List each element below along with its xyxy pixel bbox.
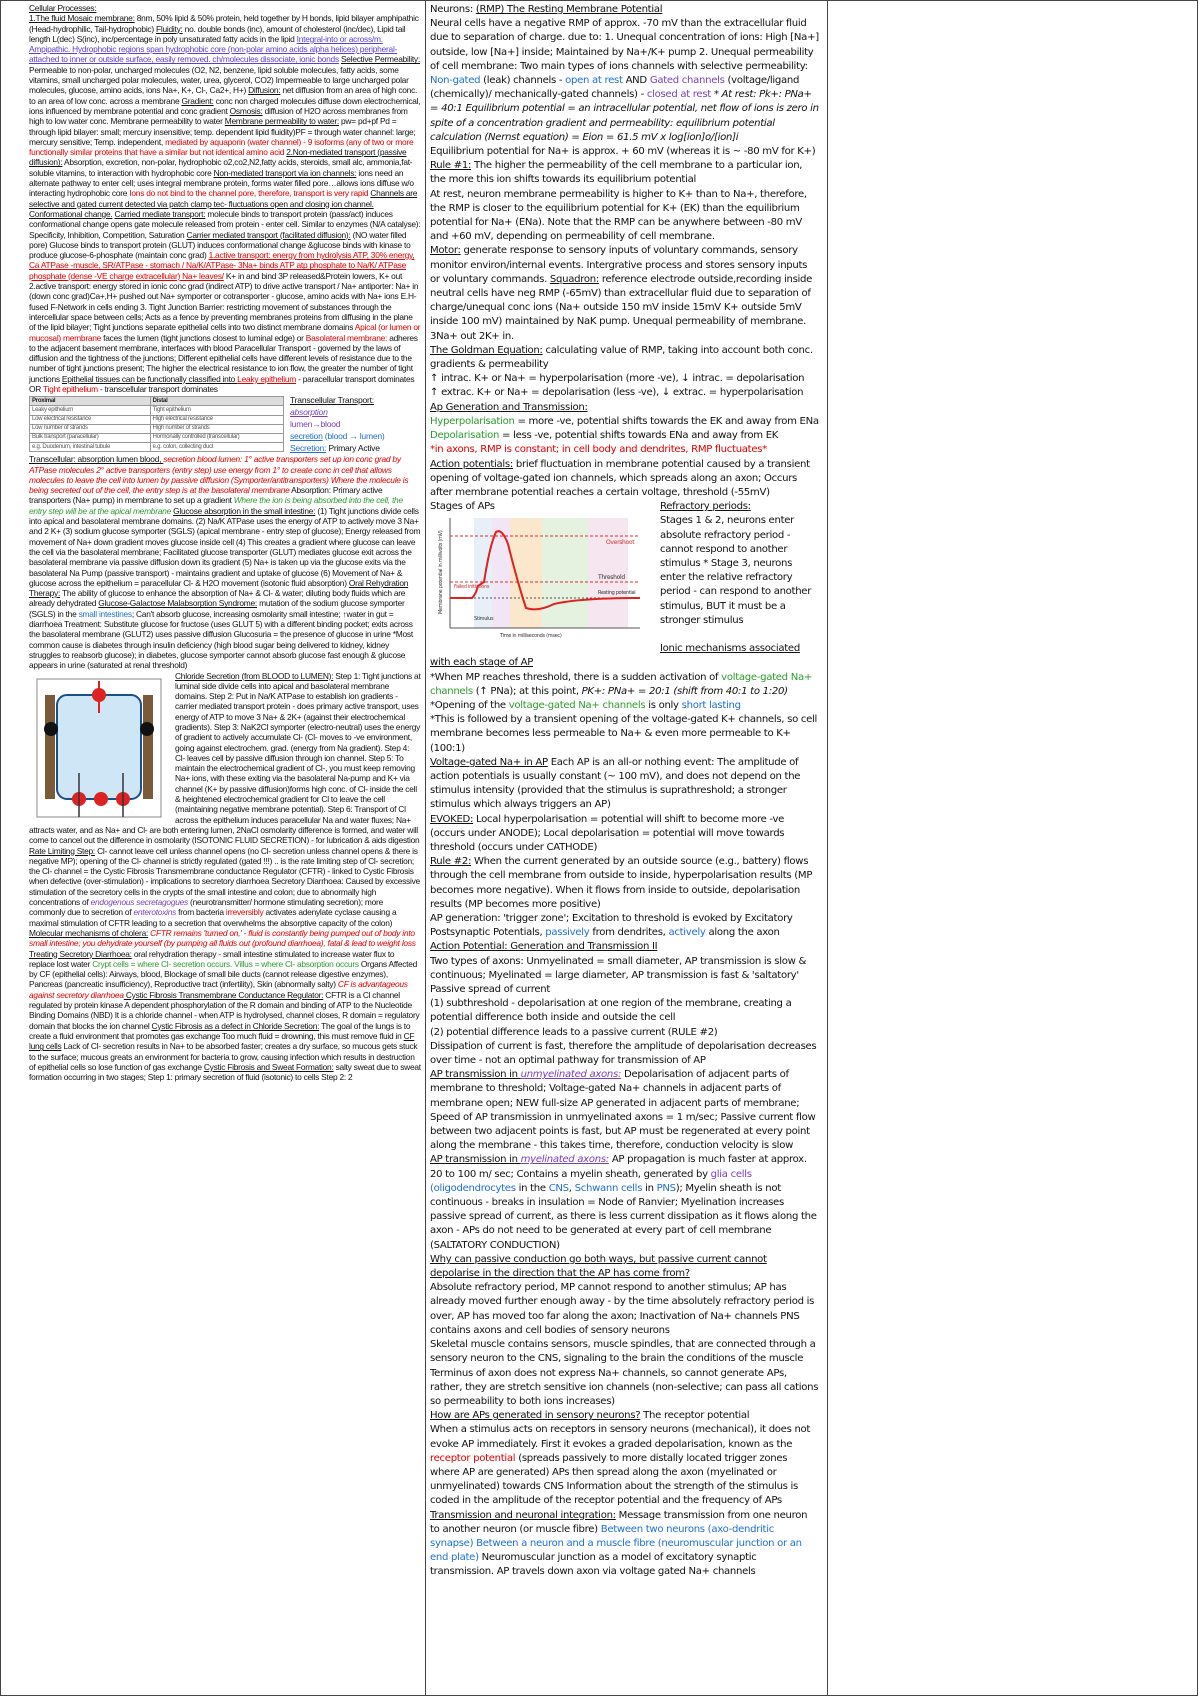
label-sweat: Cystic Fibrosis and Sweat Formation:	[203, 1061, 334, 1072]
why-answer: Absolute refractory period, MP cannot respond to another stimulus; AP has already moved further enough away - by the time absolutely refractory period is over, AP has moved too far along the axon; Inactivation of Na+ channels PNS contains axons and cell bodies of sensory neurons	[430, 1282, 815, 1336]
depolarisation-text: = less -ve, potential shifts towards ENa and away from EK	[499, 430, 779, 442]
table-header-proximal: Proximal	[30, 397, 151, 406]
rule-1-text: The higher the permeability of the cell membrane to a particular ion, the more this ion shifts towards its equilibrium potential	[430, 160, 803, 186]
transcellular-title: Transcellular Transport:	[290, 395, 374, 406]
apical-membrane: Apical (or lumen or mucosal) membrane	[29, 322, 421, 343]
basolateral-membrane: Basolateral membrane:	[305, 332, 388, 343]
neighbour-cell-right	[143, 695, 153, 799]
gated-channels: Gated channels	[649, 75, 725, 87]
text-rate-4: activates adenylate cyclase causing a maximal stimulation of CFTR leading to a secretion that overwhelms the absorptive capacity of the colon)	[29, 907, 397, 928]
extracellular-rule: ↑ extrac. K+ or Na+ = depolarisation (less -ve), ↓ extrac. = hyperpolarisation	[430, 387, 804, 399]
text-fluid-mosaic: 8nm, 50% lipid & 50% protein, held together by H bonds, lipid bilayer amphipathic (Head-hydrophilic, Tail-hydrophobic)	[29, 13, 419, 34]
text-diffusion: net diffusion from an area of high conc. to an area of low conc. across a membrane	[29, 85, 418, 106]
table-cell: e.g. Duodenum, intestinal tubule	[30, 443, 151, 452]
ap-stages-row	[430, 500, 819, 656]
ion-channel-note: Ions do not bind to the channel pore, therefore, transport is very rapid	[129, 188, 369, 199]
text-rate-2: (neurotransmitter/ hormone stimulating secretion); more commonly due to secretion of	[29, 897, 383, 918]
neighbour-cell-left	[45, 695, 55, 799]
label-cftr: Cystic Fibrosis Transmembrane Conductance Regulator:	[123, 989, 324, 1000]
trigger-zone-text: AP generation: 'trigger zone'; Excitation to threshold is evoked by Excitatory Postsynaptic Potentials,	[430, 913, 793, 939]
ratio-shift: (shift from 40:1 to 1:20)	[670, 685, 788, 697]
comma: ,	[568, 1182, 575, 1194]
cholera-note: CFTR remains 'turned on,' - fluid is constantly being pumped out of body into small intestine; you dehydrate yourself (by pumping all fluids out (profound diarrhoea), fatal & lead to weight loss	[29, 927, 416, 949]
heading-cellular: Cellular Processes:	[29, 3, 97, 13]
stage-band-1	[474, 518, 492, 628]
unmyelinated-axons: unmyelinated axons:	[520, 1069, 622, 1081]
actively: actively	[668, 927, 706, 939]
unmyelinated-text: Depolarisation of adjacent parts of membrane to threshold; Voltage-gated Na+ channels in adjacent parts of membrane open; NEW full-size AP generated in adjacent parts of membrane; Speed of AP transmission in unmyelinated axons = 1 m/sec; Passive current flow between two adjacent points is fast, but AP must be regenerated at every point along the membrane - this takes time, therefore, conduction velocity is slow	[430, 1069, 816, 1152]
secretion-label-2: Secretion:	[290, 443, 327, 454]
short-lasting: short lasting	[681, 699, 741, 711]
column-empty	[828, 1, 1197, 1695]
text-paracellular: adheres to the adjacent basement membrane, interfaces with blood Paracellular Transport - governed by the laws of diffusion and the tightness of the junctions; Different epithelial cells have different levels of resistance due to the number of tight junctions present; The higher the electrical resistance to ion flow, the greater the number of tight junctions	[29, 332, 418, 384]
cf-advantage-note: CF is advantageous against secretory diarrhoea	[29, 979, 408, 1000]
text-gradient: conc non charged molecules diffuse down electrochemical, ions influenced by membrane potential and conc gradient	[29, 95, 421, 116]
receptor-potential-heading: The receptor potential	[640, 1410, 750, 1422]
rmp-block	[430, 3, 819, 500]
transmission-text: Message transmission from one neuron to another neuron (or muscle fibre)	[430, 1509, 808, 1535]
myelinated-label: AP transmission in	[430, 1154, 521, 1166]
channels-gated-note: Channels are selective and gated current detected via patch clamp tec- fluctuations open and closing ion channel. Conformational change.	[29, 188, 418, 219]
motor-text: generate response to sensory inputs of voluntary commands, sensory monitor environ/internal events. Intergrative process and stores sensory inputs or voluntary commands.	[430, 245, 808, 285]
label-epithelial: Epithelial tissues can be functionally classified into	[61, 373, 238, 384]
text-tight-junction: K+ in and bind 3P released&Protein lowers, K+ out 2.active transport: energy stored in ionic conc grad (indirect ATP) to drive active transport / Na+ antiporter: Na+ in (down conc grad)Ca+,H+ pushed out Na+ symporter or cotransporter - glucose, amino acids with Na+ ions E.H-fused F-Network in cells ending 3. Tight Junction Barrier: restricting movement of substances through the intercellular space between cells; Acts as a fence by preventing membranes proteins from diffusing in the plane of the lipid bilayer; Tight junctions separate epithelial cells into two distinct membrane domains	[29, 270, 419, 333]
ionic-text-1: *When MP reaches threshold, there is a sudden activation of	[430, 671, 722, 683]
cf-lung-cells: CF lung cells	[29, 1030, 415, 1052]
open-at-rest: open at rest	[565, 75, 623, 87]
threshold-label: Threshold	[598, 574, 625, 582]
irreversibly: irreversibly	[225, 907, 264, 918]
text-facilitated: (NO water filled pore)	[29, 229, 407, 250]
enterotoxins: enterotoxins	[133, 907, 177, 918]
ionic-label: Ionic mechanisms associated	[660, 643, 800, 655]
label-selective-permeability: Selective Permeability:	[340, 54, 420, 65]
table-cell: High number of strands	[150, 424, 283, 433]
rmp-text-5: At rest, neuron membrane permeability is higher to K+ than to Na+, therefore, the RMP is closer to the equilibrium potential for K+ (EK) than the equilibrium potential for Na+ (ENa). Note that the RMP can be anywhere between -80 mV and +60 mV, depending on permeability of cell membrane.	[430, 188, 807, 243]
cns: CNS	[548, 1182, 569, 1194]
active-transport-note: 1.active transport: energy from hydrolysis ATP, 30% energy, Ca ATPase -muscle, SR/ATPase - stomach / Na/K/ATPase- 3Na+ binds ATP atp phosphate to Na/K/ ATPase phosphate (dense -VE charge extracellular) Na+ leaves/	[29, 250, 415, 281]
neuromuscular: Between a neuron and a muscle fibre (neuromuscular junction or an end plate)	[430, 1537, 802, 1564]
ap-ii-step-2: (2) potential difference leads to a passive current (RULE #2)	[430, 1026, 718, 1038]
text-water-permeability: pw= pd+pf Pd = through lipid bilayer: small; mercury insensitive; temp. dependent lipid fluidity)PF = through water channel: large; mercury sensitive; Temp. independent,	[29, 116, 416, 147]
rule-1-label: Rule #1:	[430, 160, 472, 172]
label-rate-limiting: Rate Limiting Step:	[29, 845, 96, 856]
transcellular-box	[290, 394, 385, 454]
ionic-block	[430, 656, 819, 1579]
vg-na-text: Each AP is an all-or nothing event: The amplitude of action potentials is usually constant (~ 100 mV), and does not depend on the stimulus intensity (provided that the stimulus is suprathreshold; a stronger stimulus which always triggers an AP)	[430, 756, 801, 811]
transcellular-block	[29, 454, 421, 670]
table-cell: Bulk transport (paracellular)	[30, 433, 151, 442]
axo-dendritic: Between two neurons (axo-dendritic synapse)	[430, 1523, 774, 1549]
transmission-text-2: Neuromuscular junction as a model of excitatory synaptic transmission. AP travels down axon via voltage gated Na+ channels	[430, 1552, 757, 1578]
trigger-zone-text-2: from dendrites,	[589, 927, 669, 939]
text-cf-defect: The goal of the lungs is to create a fluid environment that promotes gas exchange Too much fluid = drowning, this must remove fluid in	[29, 1020, 411, 1041]
text-carrier-mediated: molecule binds to transport protein (pass/act) induces conformational change opens gate molecule released from protein - enter cell. Similar to enzymes (N/A catalyse): Specificity, Inhibition, Competition, Saturation	[29, 208, 421, 240]
x-axis-label: Time in milliseconds (msec)	[500, 633, 562, 640]
depolarisation: Depolarisation	[430, 430, 500, 442]
leak-channels: (leak) channels -	[480, 75, 566, 87]
stage-band-4	[542, 518, 588, 628]
vg-na-label: Voltage-gated Na+ in AP	[430, 756, 548, 768]
rmp-text-4: Equilibrium potential = an intracellular potential, net flow of ions is zero in spite of a concentration gradient and permeability: equilibrium potential calculation (Nernst equation) = Eion = 61.5 mV x log[ion]o/[ion]i	[430, 103, 819, 143]
text-rate-3: from bacteria	[176, 907, 226, 918]
text-ort: The ability of glucose to enhance the absorption of Na+ & Cl- & water; diluting body fluids which are already dehydrated	[29, 588, 406, 609]
table-cell: e.g. colon, collecting duct	[150, 443, 283, 452]
absorption-note: Absorption: Primary active transporters (Na+ pump) in membrane to set up a gradient	[29, 485, 383, 506]
rmp-text-3: * At rest:	[710, 89, 760, 101]
table-cell: Low electrical resistance	[30, 415, 151, 424]
motor-label: Motor:	[430, 245, 461, 257]
column-cellular-processes	[1, 1, 425, 1695]
text-cftr: CFTR is a Cl channel regulated by protein kinase A dependent phosphorylation of the R domain and binding of ATP to the Nucleotide Binding Domains (NBD) It is a chloride channel - when ATP is hydrolysed, channel closes, R domain = regulatory domain that blocks the ion channel	[29, 989, 420, 1031]
squadron-label: Squadron:	[549, 273, 599, 285]
action-potentials-label: Action potentials:	[430, 458, 513, 470]
ionic-text-2: (↑ PNa); at this point,	[472, 685, 582, 697]
vg-na-channels-2: voltage-gated Na+ channels	[508, 699, 646, 711]
rule-2-text: When the current generated by an outside source (e.g., battery) flows through the cell membrane from outside to inside, hyperpolarisation results (MP becomes more negative). When it flows from inside to outside, depolarisation results (MP becomes more positive)	[430, 856, 813, 910]
goldman-text: calculating value of RMP, taking into account both conc. gradients & permeability	[430, 344, 813, 371]
lumen-blood: lumen→blood	[290, 419, 341, 430]
how-text-2: (spreads passively to more distally located trigger zones where AP are generated) APs then spread along the axon (myelinated or unmyelinated) towards CNS Information about the strength of the stimulus is coded in the amplitude of the receptor potential and the frequency of APs	[430, 1452, 799, 1507]
label-fluidity: Fluidity:	[156, 23, 183, 34]
epithelium-table-row	[29, 394, 421, 454]
how-question: How are APs generated in sensory neurons?	[430, 1410, 641, 1422]
goldman-label: The Goldman Equation:	[430, 344, 543, 356]
table-cell: Low number of strands	[30, 424, 151, 433]
resting-label: Resting potential	[598, 590, 636, 597]
non-gated: Non-gated	[430, 75, 481, 87]
chloride-secretion-diagram	[29, 673, 169, 823]
label-glucose-absorption: Glucose absorption in the small intestine:	[173, 505, 316, 516]
evoked-label: EVOKED:	[430, 813, 474, 825]
text-selective-permeability: Permeable to non-polar, uncharged molecules (O2, N2, benzene, lipid soluble molecules, fatty acids, some vitamins, small uncharged polar molecules, water, urea, glycerol, CO2) Impermeable to large uncharged polar molecules, glucose, amino acids, ions Na+, K+, Cl-, Ca2+, H+)	[29, 64, 409, 96]
how-text-1: When a stimulus acts on receptors in sensory neurons (mechanical), it does not evoke AP immediately. First it evokes a graded depolarisation, known as the	[430, 1424, 811, 1450]
label-ort: Oral Rehydration Therapy:	[29, 577, 409, 599]
neurons-prefix: Neurons:	[430, 4, 476, 15]
ap-ii-label: Action Potential: Generation and Transmission II	[430, 941, 658, 953]
skeletal-muscle-text: Skeletal muscle contains sensors, muscle spindles, that are connected through a sensory neuron to the CNS, signaling to the brain the conditions of the muscle Terminus of axon does not express Na+ channels, so cannot generate APs, rather, they are stretch sensitive ion channels (non-selective; can pass all cations so permeability to both ions increases)	[430, 1339, 819, 1407]
pns: PNS	[656, 1182, 676, 1194]
ionic-text-3: *Opening of the	[430, 699, 509, 711]
table-cell: Leaky epithelium	[30, 406, 151, 415]
text-chloride-secretion: Step 1: Tight junctions at luminal side divide cells into apical and basolateral membrane domains. Step 2: Put in Na/K ATPase to establish ion gradients - carrier mediated transport protein - does primary active transport, uses energy of ATP to move 3 Na+ & 2K+ (against their electrochemical gradients). Step 3: NaK2Cl symporter (electro-neutral) uses the energy of gradient to actively accumulate Cl- (Cl- moves to -ve environment, going against electrochem. grad. (energy from Na gradient). Step 4: Cl- leaves cell by passive diffusion through ion channel. Step 5: To maintain the electrochemical gradient of Cl-, you must keep removing Na+ ions, with these exiting via the basolateral Na-pump and K+ via channel (K+ by passive diffusion)forms high conc. of Cl- inside the cell & heightened electrochemical gradient for Cl to leave the cell (maintaining negative membrane potential). Step 6: Transport of Cl across the epithelium induces paracellular Na and water fluxes; Na+ attracts water, and as Na+ and Cl- are both entering lumen, 2NaCl osmolarity difference is formed, and water will come to cancel out the difference in osmolarity (ISOTONIC FLUID SECRETION) - for lubrication & aids digestion	[29, 670, 421, 846]
transcellular-absorption: Transcellular: absorption lumen blood,	[29, 454, 164, 465]
intro-block	[29, 3, 421, 394]
label-non-mediated: 2.Non-mediated transport (passive diffusion):	[29, 147, 407, 168]
myelinated-text-2: ); Myelin sheath is not continuous - breaks in insulation = Node of Ranvier; Myelination increases passive spread of current, as there is less current dissipation as it flows along the axon - APs do not need to be generated at every part of cell membrane (SALTATORY CONDUCTION)	[430, 1182, 817, 1251]
stimulus-label: Stimulus	[474, 616, 494, 623]
ap-ii-dissipation: Dissipation of current is fast, therefore the amplitude of depolarisation decreases over time - not an optimal pathway for transmission of AP	[430, 1040, 817, 1067]
receptor-potential: receptor potential	[430, 1452, 516, 1464]
label-gradient: Gradient:	[181, 95, 214, 106]
primary-active: Primary Active	[326, 443, 380, 454]
ap-generation-label: Ap Generation and Transmission:	[430, 401, 588, 413]
unmyelinated-label: AP transmission in	[430, 1069, 521, 1081]
intracellular-rule: ↑ intrac. K+ or Na+ = hyperpolarisation (more -ve), ↓ intrac. = depolarisation	[430, 373, 805, 385]
refractory-text: Stages 1 & 2, neurons enter absolute refractory period - cannot respond to another stimulus * Stage 3, neurons enter the relative refractory period - can respond to another stimulus, BUT it must be a stronger stimulus	[660, 515, 812, 626]
text-ion-channels: ions need an alternate pathway to enter cell; uses integral membrane protein, forms water filled pore…allows ions diffuse w/o interacting hydrophobic core	[29, 167, 414, 199]
tight-junction-right	[140, 722, 154, 736]
tight-junction-left	[44, 722, 58, 736]
text-non-mediated: Absorption, excretion, non-polar, hydrophobic o2,co2,N2,fatty acids, steroids, small alc, ammonia,fat-soluble vitamins, to interaction with hydrophobic core	[29, 157, 413, 178]
myelinated-text: AP propagation is much faster at approx. 20 to 100 m/ sec; Contains a myelin sheath, generated by	[430, 1154, 807, 1180]
ap-stages-figure	[430, 500, 650, 656]
axon-rmp-note: *in axons, RMP is constant; in cell body and dendrites, RMP fluctuates*	[430, 444, 767, 456]
crypt-villus-note: Crypt cells = where Cl- secretion occurs. Villus = where Cl- absorption occurs	[92, 958, 359, 969]
column-neurons	[425, 1, 828, 1695]
rule-2-label: Rule #2:	[430, 856, 472, 868]
ionic-text-4: is only	[645, 699, 682, 711]
label-diffusion: Diffusion:	[248, 85, 281, 96]
hyperpolarisation: Hyperpolarisation	[430, 415, 515, 427]
glia-cells: glia cells	[710, 1168, 752, 1180]
schwann-cells: Schwann cells	[574, 1182, 643, 1194]
label-cf-defect: Cystic Fibrosis as a defect in Chloride Secretion:	[151, 1020, 320, 1031]
refractory-block	[656, 500, 819, 656]
transmission-label: Transmission and neuronal integration:	[430, 1509, 616, 1521]
hyperpolarisation-text: = more -ve, potential shifts towards the EK and away from ENa	[514, 415, 819, 427]
text-treating: oral rehydration therapy - small intestine stimulated to increase water flux to replace lost water	[29, 948, 395, 969]
rmp-text-2: (voltage/ligand (chemically)/ mechanically-gated channels) -	[430, 75, 800, 101]
ionic-text-5: *This is followed by a transient opening of the voltage-gated K+ channels, so cell membrane becomes less permeable to Na+ & even more permeable to K+ (100:1)	[430, 714, 818, 754]
text-organs: Organs Affected by CF (epithelial cells): Airways, blood, Blockage of small bile ducts (cannot release digestive enzymes), Pancreas (pancreatic insufficiency), Reproductive tract (infertility), Skin (abnormally salty)	[29, 958, 418, 990]
text-rate-limiting: Cl- cannot leave cell unless channel opens (no Cl- secretion unless channel opens & there is negative MP); opening of the Cl- channel is strictly regulated (gated !!!) .. is the rate limiting step of Cl- secretion; the Cl- channel = the Cystic Fibrosis Transmembrane conductance Regulator (CFTR) - linked to Cystic Fibrosis when defective (over-stimulation) - implications to secretory diarrhoea Secretory Diarrhoea: Caused by excessive stimulation of the secretory cells in the crypts of the small intestine and colon; due to abnormally high concentrations of	[29, 845, 420, 908]
secretion-label: secretion	[290, 431, 323, 442]
table-header-distal: Distal	[150, 397, 283, 406]
text-lumen: faces the lumen (tight junctions closest to luminal edge) or	[101, 332, 306, 343]
label-chloride-secretion: Chloride Secretion (from BLOOD to LUMEN):	[175, 670, 334, 681]
epithelium-table	[29, 396, 284, 452]
label-ggm: Glucose-Galactose Malabsorption Syndrome:	[98, 598, 258, 609]
closed-at-rest: closed at rest	[646, 89, 711, 101]
in-the: in the	[515, 1182, 549, 1194]
ratio-20-1: PK+: PNa+ = 20:1	[581, 685, 671, 697]
myelinated-axons: myelinated axons:	[520, 1154, 609, 1166]
endogenous-secretagogues: endogenous secretagogues	[90, 897, 188, 908]
text-sweat: salty sweat due to sweat formation occurring in two stages; Step 1: primary secretion of fluid (isotonic) to cells Step 2: 2	[29, 1061, 421, 1083]
equilibrium-na: Equilibrium potential for Na+ is approx. + 60 mV (whereas it is ~ -80 mV for K+)	[430, 146, 816, 158]
integral-proteins-note: Integral-into or across/m. Ampipathic. Hydrophobic regions span hydrophobic core (non-polar amino acids alpha helices) peripheral-attached to inner or outside surface, easily removed. ch/molecules dissociate, ionic bonds	[29, 33, 398, 65]
squadron-text: reference electrode outside,recording inside neutral cells have neg RMP (-65mV) than extracellular fluid due to separation of charge/unequal conc ions (Na+ outside 150 mV inside 15mV K+ outside 5mV inside 100 mV) maintained by NaK pump. Unequal permeability of membrane. 3Na+ out 2K+ in.	[430, 273, 813, 342]
why-question: Why can passive conduction go both ways, but passive current cannot depolarise in the direction that the AP has come from?	[430, 1253, 767, 1280]
label-carrier-mediated: Carried mediate transport:	[114, 208, 206, 219]
table-cell: Hormonally controlled (transcellular)	[150, 433, 283, 442]
text-glut: Glucose binds to transport protein (GLUT) induces conformational change &glucose binds with kinase to produce glucose-6-phosphate (maintain conc grad)	[29, 239, 411, 261]
absorption-label: absorption	[290, 407, 328, 418]
tight-epithelium: Tight epithelium	[43, 383, 98, 394]
text-ggm-tail: ; Can't absorb glucose, increasing osmolarity small intestine; ↑water in gut = diarrhoea Treatment: Substitute glucose for fructose (uses GLUT 5) with a different binding pocket; exits across the basolateral membrane (GLUT2) uses passive diffusion Glucosuria = the presence of glucose in urine *Most common cause is diabetes through insulin deficiency (high blood sugar being delivered to kidney, kidney struggles to reabsorb glucose); in diabetes, glucose symporter cannot absorb glucose fast enough & glucose appears in urine (saturated at renal threshold)	[29, 608, 413, 671]
text-glucose-absorption: (1) Tight junctions divide cells into apical and basolateral membrane domains. (2) Na/K ATPase uses the energy of ATP to actively move 3 Na+ and 2 K+ (3) sodium glucose symporter (SGLS) (apical membrane - entry step of glucose); Energy released from movement of Na+ down gradient moves glucose inside cell (4) This creates a gradient where glucose can leave the cell via the basolateral membrane; Facilitated glucose transporter (GLUT) mediates glucose exit across the basolateral membrane via passive diffusion down its gradient (5) Na+ is taken up via the glucose exits via the basolateral Na Pump (passive transport) - maintains gradient and uptake of glucose (6) Movement of Na+ & glucose across the epithelium = paracellular Cl- & H2O movement (isotonic fluid absorption)	[29, 505, 421, 588]
table-cell: Tight epithelium	[150, 406, 283, 415]
rmp-title: (RMP) The Resting Membrane Potential	[475, 4, 663, 15]
stages-label: Stages of APs	[430, 501, 495, 513]
y-axis-label: Membrane potential in millivolts (mV)	[438, 530, 444, 615]
label-molecular-cholera: Molecular mechanisms of cholera:	[29, 927, 149, 938]
absorption-entry-note: Where the ion is being absorbed into the cell, the entry step will be at the apical membrane	[29, 495, 403, 516]
blood-lumen: (blood → lumen)	[324, 431, 385, 442]
tight-tail: - transcellular transport dominates	[97, 383, 218, 394]
ap-ii-step-1: (1) subthreshold - depolarisation at one region of the membrane, creating a potential difference both inside and outside the cell	[430, 998, 792, 1024]
table-cell: High electrical resistance	[150, 415, 283, 424]
text-cf-defect-2: Lack of Cl- secretion results in Na+ to be absorbed faster; creates a dry surface, so mucous gets stuck to the surface; mucous greats an environment for bacteria to grow, causing infection which results in destruction of epithelial cells so lose function of gas exchange	[29, 1041, 418, 1072]
text-osmosis: diffusion of H2O across membranes from high to low water conc. Membrane permeability to water	[29, 105, 408, 127]
ionic-label-2: with each stage of AP	[430, 657, 534, 669]
passively: passively	[545, 927, 590, 939]
evoked-text: Local hyperpolarisation = potential will shift to become more -ve (occurs under ANODE); Local depolarisation = potential will move towards threshold (occurs under CATHODE)	[430, 813, 785, 853]
nkcc-symporter	[94, 792, 108, 806]
label-treating: Treating Secretory Diarrhoea:	[29, 948, 132, 959]
text-ggm: mutation of the sodium glucose symporter (SGLS) in the	[29, 598, 405, 619]
vg-na-channels: voltage-gated Na+ channels	[430, 671, 812, 697]
action-potential-graph	[430, 514, 650, 640]
small-intestines: small intestines	[78, 608, 132, 619]
trigger-zone-text-3: along the axon	[705, 927, 780, 939]
refractory-label: Refractory periods:	[660, 501, 751, 513]
action-potentials-text: brief fluctuation in membrane potential caused by a transient opening of voltage-gated ion channels, which spreads along an axon; Occurs after membrane potential reaches a certain voltage, threshold (-55mV)	[430, 458, 810, 498]
and-word: AND	[622, 75, 650, 87]
label-fluid-mosaic: 1.The fluid Mosaic membrane:	[29, 13, 135, 24]
failed-label: Failed initiations	[454, 584, 490, 591]
label-facilitated: Carrier mediated transport (facilitated diffusion):	[186, 229, 351, 240]
aquaporin-note: mediated by aquaporin (water channel) - 9 isoforms (any of two or more functionally similar proteins that have a similar but not identical amino acid	[29, 136, 414, 158]
label-ion-channels: Non-mediated transport via ion channels:	[213, 167, 357, 178]
stage-band-5	[588, 518, 628, 628]
label-osmosis: Osmosis:	[229, 105, 263, 116]
leaky-tail: - paracellular transport dominates OR	[29, 373, 415, 394]
permeability-ratio: Pk+: PNa+ = 40:1	[430, 89, 812, 115]
secretion-note: secretion blood lumen: 1° active transporters set up ion conc grad by ATPase molecules 2° active transporters (entry step) use energy from 1° to create conc in cell that allows molecules to leave the cell into lumen by passive diffusion (Symporter/antitransporters) Where the molecule is being secreted out of the cell, the entry step is at the basolateral membrane	[29, 454, 409, 496]
rmp-text-1: Neural cells have a negative RMP of approx. -70 mV than the extracellular fluid due to separation of charge. due to: 1. Unequal concentration of ions: High [Na+] outside, low [Na+] inside; Maintained by Na+/K+ pump 2. Unequal permeability of cell membrane: Two main types of ions channels with selective permeability:	[430, 18, 819, 72]
leaky-epithelium: Leaky epithelium	[237, 373, 297, 384]
ap-ii-text: Two types of axons: Unmyelinated = small diameter, AP transmission is slow & continuous; Myelinated = large diameter, AP transmission is fast & 'saltatory' Passive spread of current	[430, 955, 807, 996]
text-fluidity: no. double bonds (inc), amount of cholesterol (inc/dec), Lipid tail length L(dec) S(inc), inc/percentage in poly unsaturated fatty acids in the lipid	[29, 23, 406, 44]
oligodendrocytes: (oligodendrocytes	[430, 1182, 516, 1194]
overshoot-label: Overshoot	[606, 539, 635, 547]
in-word: in	[642, 1182, 657, 1194]
label-water-permeability: Membrane permeability to water:	[224, 116, 339, 127]
